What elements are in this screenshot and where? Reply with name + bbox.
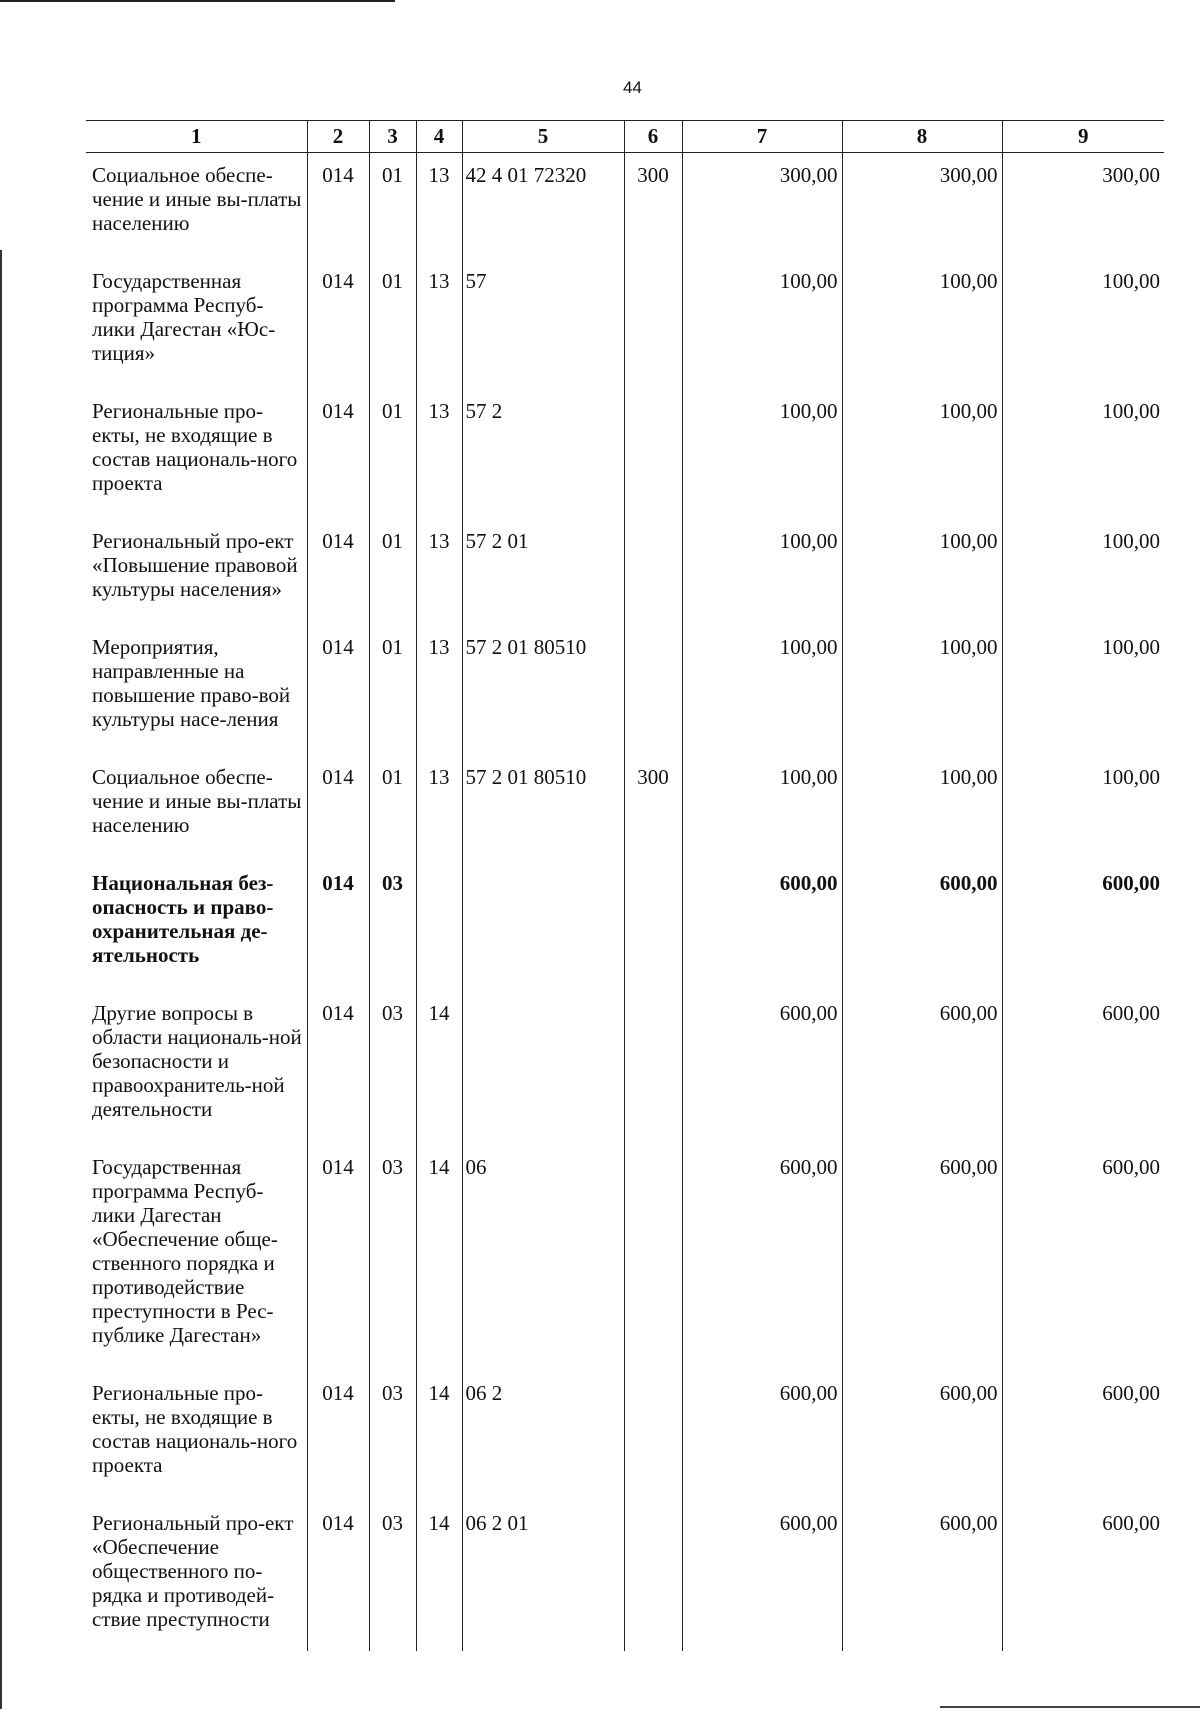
scan-edge-left (0, 250, 2, 1709)
row-amount-year-2: 100,00 (842, 259, 1002, 389)
row-description: Социальное обеспе-чение и иные вы-платы населению (92, 765, 302, 837)
row-amount-year-2: 100,00 (842, 389, 1002, 519)
row-ministry-code: 014 (307, 1501, 369, 1651)
row-target-article: 57 2 01 80510 (462, 625, 624, 755)
row-section-code: 03 (369, 1501, 416, 1651)
budget-table (86, 120, 1164, 1651)
row-description: Государственная программа Респуб-лики Дагестан «Юс-тиция» (92, 269, 276, 365)
header-col-2: 2 (307, 121, 369, 153)
row-expense-type (624, 1145, 682, 1371)
row-subsection-code: 13 (416, 755, 462, 861)
row-section-code: 01 (369, 519, 416, 625)
row-description: Региональный про-ект «Повышение правовой культуры населения» (92, 529, 298, 601)
budget-table-container (86, 120, 1164, 1651)
row-target-article (462, 991, 624, 1145)
row-amount-year-2: 600,00 (842, 1145, 1002, 1371)
row-target-article: 57 2 01 80510 (462, 755, 624, 861)
row-amount-year-2: 100,00 (842, 519, 1002, 625)
row-amount-year-3: 100,00 (1002, 519, 1164, 625)
table-row (86, 389, 1164, 519)
row-amount-year-1: 300,00 (682, 153, 842, 260)
row-ministry-code: 014 (307, 153, 369, 260)
row-expense-type: 300 (624, 153, 682, 260)
row-target-article (462, 861, 624, 991)
row-description: Региональные про-екты, не входящие в состав националь-ного проекта (92, 1381, 298, 1477)
row-description: Социальное обеспе-чение и иные вы-платы населению (92, 163, 302, 235)
row-expense-type (624, 861, 682, 991)
table-row (86, 1501, 1164, 1651)
row-amount-year-2: 300,00 (842, 153, 1002, 260)
row-amount-year-1: 600,00 (682, 1145, 842, 1371)
row-amount-year-1: 100,00 (682, 625, 842, 755)
row-subsection-code: 14 (416, 991, 462, 1145)
table-row (86, 519, 1164, 625)
row-target-article: 57 (462, 259, 624, 389)
row-expense-type (624, 259, 682, 389)
row-subsection-code: 14 (416, 1501, 462, 1651)
row-section-code: 01 (369, 625, 416, 755)
row-description: Государственная программа Респуб-лики Дагестан «Обеспечение обще-ственного порядка и противодействие преступности в Рес-публике Дагестан» (92, 1155, 278, 1347)
row-amount-year-1: 100,00 (682, 755, 842, 861)
row-section-code: 03 (369, 1145, 416, 1371)
row-amount-year-2: 600,00 (842, 861, 1002, 991)
row-amount-year-2: 600,00 (842, 1501, 1002, 1651)
row-expense-type (624, 1371, 682, 1501)
row-subsection-code: 14 (416, 1145, 462, 1371)
row-amount-year-1: 600,00 (682, 1501, 842, 1651)
row-target-article: 57 2 01 (462, 519, 624, 625)
row-amount-year-3: 600,00 (1002, 991, 1164, 1145)
row-subsection-code: 13 (416, 153, 462, 260)
row-expense-type (624, 389, 682, 519)
row-amount-year-3: 100,00 (1002, 755, 1164, 861)
row-section-code: 01 (369, 259, 416, 389)
table-row (86, 1371, 1164, 1501)
row-amount-year-3: 100,00 (1002, 389, 1164, 519)
row-amount-year-1: 100,00 (682, 389, 842, 519)
row-amount-year-1: 600,00 (682, 991, 842, 1145)
table-row (86, 861, 1164, 991)
row-description: Региональные про-екты, не входящие в состав националь-ного проекта (92, 399, 298, 495)
row-amount-year-3: 600,00 (1002, 1501, 1164, 1651)
row-ministry-code: 014 (307, 1371, 369, 1501)
row-subsection-code: 13 (416, 259, 462, 389)
row-amount-year-3: 100,00 (1002, 625, 1164, 755)
row-target-article: 57 2 (462, 389, 624, 519)
row-ministry-code: 014 (307, 389, 369, 519)
row-amount-year-3: 300,00 (1002, 153, 1164, 260)
row-expense-type: 300 (624, 755, 682, 861)
row-description: Другие вопросы в области националь-ной безопасности и правоохранитель-ной деятельности (92, 1001, 302, 1121)
row-amount-year-2: 600,00 (842, 1371, 1002, 1501)
header-col-4: 4 (416, 121, 462, 153)
row-subsection-code (416, 861, 462, 991)
row-section-code: 03 (369, 991, 416, 1145)
row-target-article: 06 (462, 1145, 624, 1371)
row-amount-year-2: 100,00 (842, 755, 1002, 861)
row-subsection-code: 14 (416, 1371, 462, 1501)
row-amount-year-1: 600,00 (682, 861, 842, 991)
header-col-6: 6 (624, 121, 682, 153)
row-section-code: 03 (369, 861, 416, 991)
header-col-1: 1 (86, 121, 307, 153)
row-amount-year-3: 600,00 (1002, 1145, 1164, 1371)
row-subsection-code: 13 (416, 519, 462, 625)
row-amount-year-2: 100,00 (842, 625, 1002, 755)
row-section-code: 01 (369, 389, 416, 519)
row-expense-type (624, 625, 682, 755)
row-subsection-code: 13 (416, 625, 462, 755)
row-ministry-code: 014 (307, 1145, 369, 1371)
row-amount-year-1: 600,00 (682, 1371, 842, 1501)
table-row (86, 625, 1164, 755)
header-col-3: 3 (369, 121, 416, 153)
row-expense-type (624, 991, 682, 1145)
table-row (86, 755, 1164, 861)
header-col-5: 5 (462, 121, 624, 153)
row-amount-year-2: 600,00 (842, 991, 1002, 1145)
row-expense-type (624, 1501, 682, 1651)
scan-edge-top (0, 0, 395, 2)
row-ministry-code: 014 (307, 861, 369, 991)
row-amount-year-1: 100,00 (682, 259, 842, 389)
row-target-article: 06 2 01 (462, 1501, 624, 1651)
row-section-code: 03 (369, 1371, 416, 1501)
row-target-article: 42 4 01 72320 (462, 153, 624, 260)
page-number: 44 (623, 78, 642, 97)
table-row (86, 1145, 1164, 1371)
row-amount-year-1: 100,00 (682, 519, 842, 625)
row-ministry-code: 014 (307, 519, 369, 625)
table-row (86, 991, 1164, 1145)
row-amount-year-3: 600,00 (1002, 861, 1164, 991)
row-section-code: 01 (369, 153, 416, 260)
row-amount-year-3: 600,00 (1002, 1371, 1164, 1501)
table-row (86, 153, 1164, 260)
row-expense-type (624, 519, 682, 625)
row-amount-year-3: 100,00 (1002, 259, 1164, 389)
row-ministry-code: 014 (307, 991, 369, 1145)
header-col-9: 9 (1002, 121, 1164, 153)
row-description: Мероприятия, направленные на повышение право-вой культуры насе-ления (92, 635, 291, 731)
header-col-7: 7 (682, 121, 842, 153)
header-col-8: 8 (842, 121, 1002, 153)
header-row (86, 121, 1164, 153)
row-section-code: 01 (369, 755, 416, 861)
row-ministry-code: 014 (307, 259, 369, 389)
table-row (86, 259, 1164, 389)
table-body (86, 153, 1164, 1652)
row-ministry-code: 014 (307, 625, 369, 755)
row-target-article: 06 2 (462, 1371, 624, 1501)
row-description: Региональный про-ект «Обеспечение общественного по-рядка и противодей-ствие преступности (92, 1511, 294, 1631)
row-description: Национальная без-опасность и право-охранительная де-ятельность (92, 871, 274, 967)
scan-edge-bottom (940, 1706, 1200, 1708)
row-ministry-code: 014 (307, 755, 369, 861)
row-subsection-code: 13 (416, 389, 462, 519)
